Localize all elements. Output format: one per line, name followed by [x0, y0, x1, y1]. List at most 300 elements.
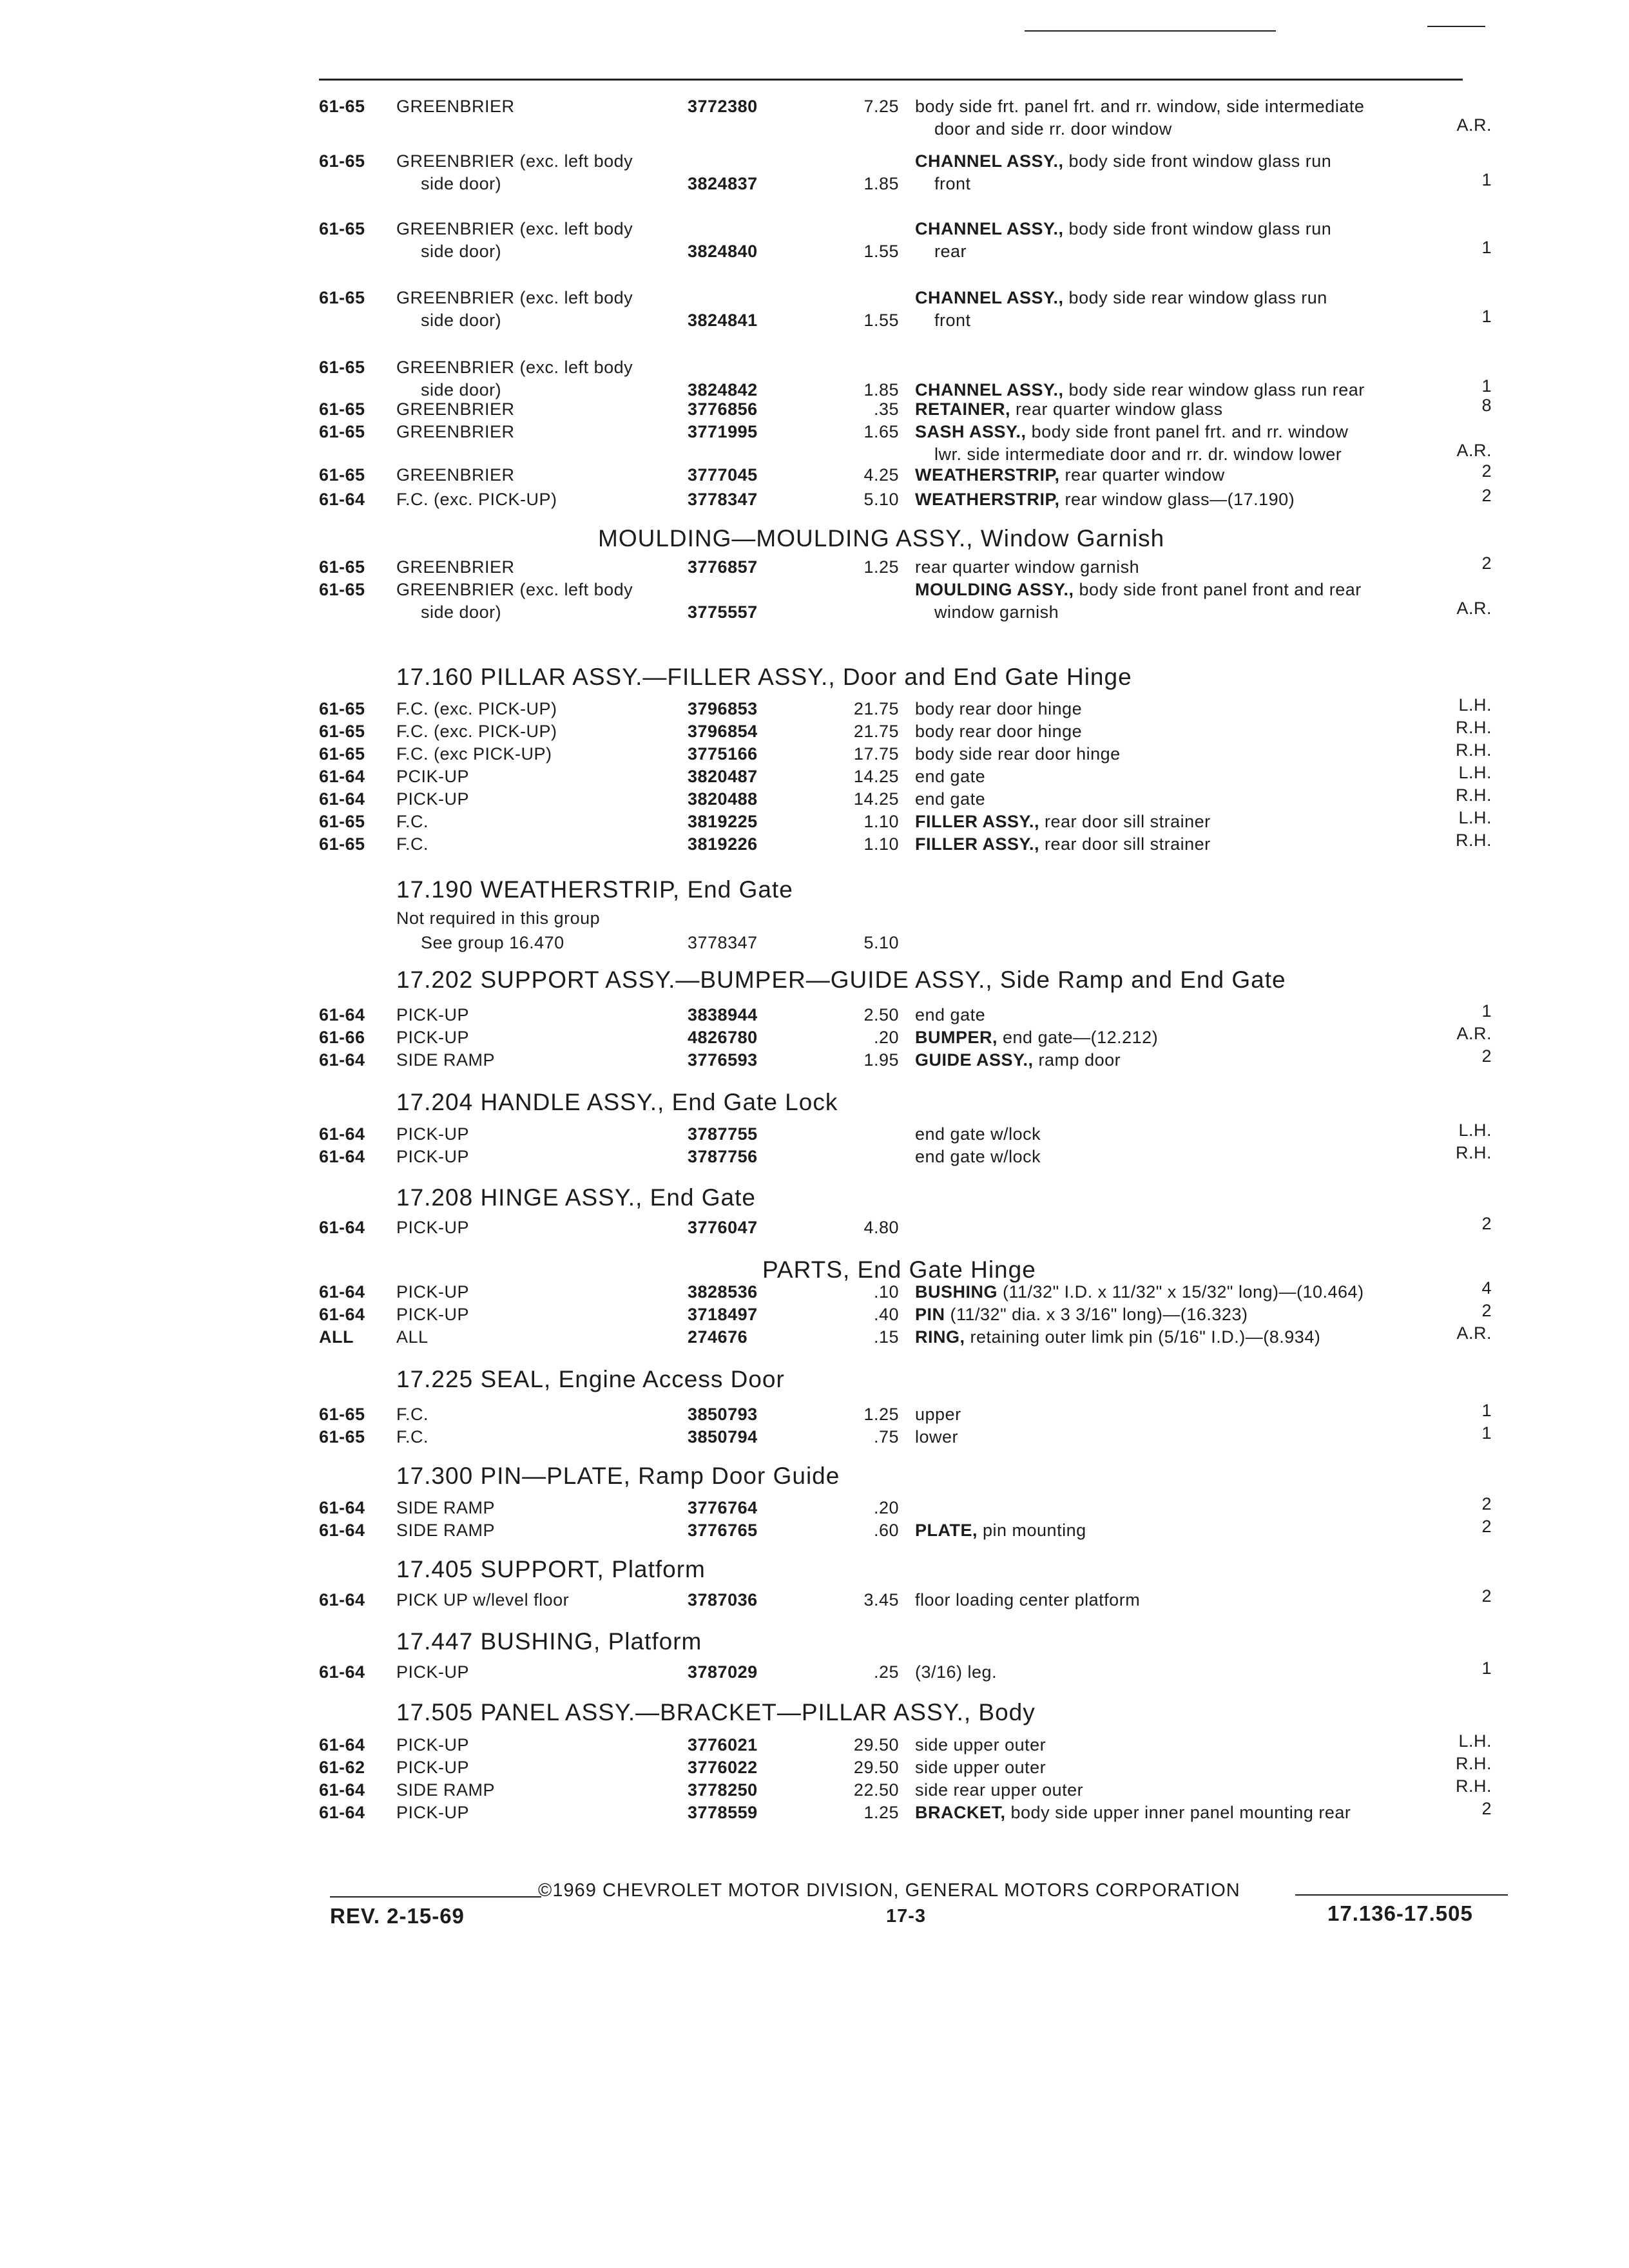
model-name: F.C. (exc PICK-UP): [396, 744, 552, 764]
item-detail: lower: [915, 1427, 959, 1446]
item-description: [915, 1758, 1046, 1778]
model-name: GREENBRIER (exc. left body: [396, 358, 633, 377]
item-detail: rear door sill strainer: [1039, 834, 1211, 854]
unit-price: 1.10: [863, 812, 899, 831]
part-number: 3787756: [688, 1147, 758, 1166]
model-year: 61-64: [319, 490, 365, 509]
item-detail: ramp door: [1033, 1050, 1121, 1070]
model-name: SIDE RAMP: [396, 1780, 496, 1800]
part-number: 3775557: [688, 602, 758, 622]
quantity: R.H.: [1456, 740, 1492, 760]
part-number: 3718497: [688, 1305, 758, 1324]
part-number: 3787036: [688, 1590, 758, 1610]
unit-price: 3.45: [863, 1590, 899, 1610]
model-year: 61-64: [319, 1218, 365, 1237]
part-number: 3778347: [688, 933, 758, 952]
item-detail: body side front window glass run: [1063, 219, 1332, 238]
item-description: [915, 1050, 1121, 1070]
model-name: PICK-UP: [396, 1147, 470, 1166]
model-name: GREENBRIER: [396, 422, 515, 441]
section-heading: 17.505 PANEL ASSY.—BRACKET—PILLAR ASSY., Body: [396, 1699, 1036, 1725]
unit-price: 22.50: [853, 1780, 899, 1800]
model-year: 61-65: [319, 1427, 365, 1446]
model-year: 61-64: [319, 1803, 365, 1822]
model-name: PICK-UP: [396, 1803, 470, 1822]
item-detail: end gate w/lock: [915, 1124, 1041, 1144]
unit-price: 21.75: [853, 722, 899, 741]
quantity: 1: [1481, 170, 1492, 189]
item-description-cont: door and side rr. door window: [934, 119, 1172, 139]
quantity: R.H.: [1456, 785, 1492, 805]
model-year: 61-62: [319, 1758, 365, 1777]
model-name: GREENBRIER (exc. left body: [396, 580, 633, 599]
quantity: L.H.: [1458, 808, 1492, 827]
model-name: F.C. (exc. PICK-UP): [396, 699, 557, 718]
unit-price: 1.55: [863, 242, 899, 261]
item-description: [915, 812, 1211, 832]
item-name: BUSHING: [915, 1282, 998, 1302]
item-description: [915, 834, 1211, 854]
table-row: [319, 422, 1505, 471]
model-name: F.C. (exc. PICK-UP): [396, 722, 557, 741]
item-detail: rear door sill strainer: [1039, 812, 1211, 831]
model-name: PICK-UP: [396, 1758, 470, 1777]
quantity: 2: [1481, 461, 1492, 481]
item-description: [915, 1124, 1041, 1144]
item-description: [915, 789, 985, 809]
model-name: side door): [421, 242, 502, 261]
item-name: WEATHERSTRIP,: [915, 490, 1060, 509]
part-number: 3776593: [688, 1050, 758, 1070]
part-number: 4826780: [688, 1028, 758, 1047]
quantity: R.H.: [1456, 1754, 1492, 1773]
item-description: [915, 1590, 1140, 1610]
part-number: 3820487: [688, 767, 758, 786]
model-year: 61-65: [319, 151, 365, 171]
item-description: [915, 465, 1225, 485]
item-detail: rear quarter window glass: [1010, 399, 1223, 419]
item-detail: side upper outer: [915, 1758, 1046, 1777]
quantity: 4: [1481, 1278, 1492, 1298]
item-description: [915, 744, 1121, 764]
unit-price: 1.25: [863, 1803, 899, 1822]
footer-rule-right: [1295, 1894, 1508, 1896]
quantity: R.H.: [1456, 718, 1492, 737]
model-year: 61-64: [319, 1050, 365, 1070]
model-name: GREENBRIER (exc. left body: [396, 219, 633, 238]
item-description-cont: front: [934, 311, 971, 330]
quantity: 2: [1481, 1494, 1492, 1514]
model-name: PICK-UP: [396, 1305, 470, 1324]
unit-price: 29.50: [853, 1735, 899, 1754]
model-name: PICK-UP: [396, 789, 470, 809]
item-description-cont: rear: [934, 242, 967, 261]
unit-price: .40: [873, 1305, 899, 1324]
quantity: 2: [1481, 486, 1492, 505]
item-description: [915, 97, 1364, 117]
quantity: 2: [1481, 1799, 1492, 1818]
part-number: 3796853: [688, 699, 758, 718]
quantity: 2: [1481, 1517, 1492, 1536]
model-name: PICK-UP: [396, 1028, 470, 1047]
model-year: 61-64: [319, 1124, 365, 1144]
quantity: 1: [1481, 1001, 1492, 1021]
section-heading: 17.225 SEAL, Engine Access Door: [396, 1366, 785, 1392]
unit-price: .10: [873, 1282, 899, 1302]
item-detail: pin mounting: [978, 1521, 1086, 1540]
model-year: 61-65: [319, 557, 365, 577]
unit-price: .15: [873, 1327, 899, 1347]
model-name: ALL: [396, 1327, 429, 1347]
item-detail: (11/32" dia. x 3 3/16" long)—(16.323): [945, 1305, 1248, 1324]
table-row: [319, 1799, 1505, 1852]
quantity: 1: [1481, 376, 1492, 396]
part-number: 3824837: [688, 174, 758, 193]
item-detail: body side front panel front and rear: [1074, 580, 1362, 599]
item-detail: body side front panel frt. and rr. window: [1026, 422, 1349, 441]
item-description: [915, 1282, 1364, 1302]
model-name: F.C.: [396, 834, 429, 854]
item-description: [915, 722, 1082, 742]
quantity: A.R.: [1456, 115, 1492, 135]
item-name: CHANNEL ASSY.,: [915, 219, 1064, 238]
item-detail: (11/32" I.D. x 11/32" x 15/32" long)—(10.464): [998, 1282, 1364, 1302]
unit-price: 21.75: [853, 699, 899, 718]
item-description-cont: front: [934, 174, 971, 193]
item-name: SASH ASSY.,: [915, 422, 1027, 441]
model-year: 61-64: [319, 1735, 365, 1754]
item-detail: end gate—(12.212): [998, 1028, 1159, 1047]
model-name: PICK-UP: [396, 1124, 470, 1144]
item-detail: (3/16) leg.: [915, 1662, 998, 1682]
part-number: 3820488: [688, 789, 758, 809]
quantity: 1: [1481, 307, 1492, 326]
quantity: A.R.: [1456, 599, 1492, 618]
item-detail: end gate: [915, 767, 986, 786]
item-description-cont: lwr. side intermediate door and rr. dr. window lower: [934, 445, 1342, 464]
item-name: WEATHERSTRIP,: [915, 465, 1060, 485]
quantity: 2: [1481, 1214, 1492, 1233]
item-detail: rear quarter window garnish: [915, 557, 1140, 577]
model-name: GREENBRIER: [396, 465, 515, 485]
model-name: GREENBRIER: [396, 557, 515, 577]
model-name: GREENBRIER: [396, 399, 515, 419]
item-detail: body side rear door hinge: [915, 744, 1121, 764]
model-name: PICK UP w/level floor: [396, 1590, 570, 1610]
section-heading: 17.300 PIN—PLATE, Ramp Door Guide: [396, 1463, 840, 1489]
part-number: 3776857: [688, 557, 758, 577]
item-name: PLATE,: [915, 1521, 978, 1540]
section-heading: 17.208 HINGE ASSY., End Gate: [396, 1184, 756, 1211]
model-year: 61-65: [319, 580, 365, 599]
model-name: GREENBRIER (exc. left body: [396, 151, 633, 171]
section-heading: 17.405 SUPPORT, Platform: [396, 1556, 706, 1582]
model-name: side door): [421, 311, 502, 330]
item-description: [915, 288, 1327, 308]
model-name: GREENBRIER (exc. left body: [396, 288, 633, 307]
item-name: BRACKET,: [915, 1803, 1006, 1822]
model-name: SIDE RAMP: [396, 1498, 496, 1517]
unit-price: 5.10: [863, 933, 899, 952]
model-year: 61-65: [319, 699, 365, 718]
item-detail: rear window glass—(17.190): [1059, 490, 1295, 509]
unit-price: 4.80: [863, 1218, 899, 1237]
part-number: 3775166: [688, 744, 758, 764]
unit-price: .60: [873, 1521, 899, 1540]
unit-price: 5.10: [863, 490, 899, 509]
quantity: 1: [1481, 238, 1492, 257]
part-number: 274676: [688, 1327, 748, 1347]
item-description: [915, 557, 1139, 577]
revision-date: REV. 2-15-69: [330, 1904, 465, 1928]
model-name: PICK-UP: [396, 1735, 470, 1754]
item-detail: body side rear window glass run: [1063, 288, 1327, 307]
quantity: 1: [1481, 1423, 1492, 1443]
section-heading: MOULDING—MOULDING ASSY., Window Garnish: [598, 525, 1165, 552]
item-detail: body rear door hinge: [915, 722, 1083, 741]
part-number: 3772380: [688, 97, 758, 116]
unit-price: 2.50: [863, 1005, 899, 1024]
quantity: R.H.: [1456, 1143, 1492, 1162]
item-description: [915, 151, 1331, 171]
quantity: 2: [1481, 553, 1492, 573]
item-name: BUMPER,: [915, 1028, 998, 1047]
item-detail: rear quarter window: [1059, 465, 1225, 485]
unit-price: 1.65: [863, 422, 899, 441]
item-detail: floor loading center platform: [915, 1590, 1141, 1610]
item-name: PIN: [915, 1305, 945, 1324]
section-heading: 17.447 BUSHING, Platform: [396, 1628, 702, 1655]
item-name: FILLER ASSY.,: [915, 812, 1040, 831]
unit-price: 1.55: [863, 311, 899, 330]
model-name: See group 16.470: [421, 933, 564, 952]
section-note: Not required in this group: [396, 908, 601, 928]
model-year: ALL: [319, 1327, 354, 1347]
part-number: 3776021: [688, 1735, 758, 1754]
model-year: 61-65: [319, 358, 365, 377]
model-year: 61-65: [319, 97, 365, 116]
item-description: [915, 399, 1223, 419]
quantity: 2: [1481, 1046, 1492, 1066]
unit-price: 7.25: [863, 97, 899, 116]
model-year: 61-65: [319, 422, 365, 441]
model-name: PICK-UP: [396, 1005, 470, 1024]
unit-price: .20: [873, 1498, 899, 1517]
model-year: 61-64: [319, 1498, 365, 1517]
model-year: 61-66: [319, 1028, 365, 1047]
model-name: GREENBRIER: [396, 97, 515, 116]
unit-price: 14.25: [853, 767, 899, 786]
item-name: RING,: [915, 1327, 965, 1347]
model-name: PICK-UP: [396, 1218, 470, 1237]
item-detail: body side rear window glass run rear: [1063, 380, 1365, 399]
unit-price: 1.95: [863, 1050, 899, 1070]
quantity: L.H.: [1458, 695, 1492, 715]
model-year: 61-65: [319, 744, 365, 764]
item-description: [915, 490, 1295, 510]
part-number: 3776047: [688, 1218, 758, 1237]
item-name: GUIDE ASSY.,: [915, 1050, 1034, 1070]
item-name: MOULDING ASSY.,: [915, 580, 1074, 599]
item-description: [915, 1005, 985, 1025]
part-number: 3776765: [688, 1521, 758, 1540]
model-name: PICK-UP: [396, 1662, 470, 1682]
item-description: [915, 380, 1365, 400]
part-number: 3819226: [688, 834, 758, 854]
quantity: L.H.: [1458, 1731, 1492, 1751]
copyright-line: ©1969 CHEVROLET MOTOR DIVISION, GENERAL MOTORS CORPORATION: [538, 1880, 1240, 1901]
model-year: 61-64: [319, 1305, 365, 1324]
item-name: CHANNEL ASSY.,: [915, 288, 1064, 307]
part-number: 3778559: [688, 1803, 758, 1822]
section-heading: 17.190 WEATHERSTRIP, End Gate: [396, 876, 793, 903]
model-name: side door): [421, 380, 502, 399]
part-number: 3787029: [688, 1662, 758, 1682]
unit-price: .35: [873, 399, 899, 419]
item-description: [915, 1147, 1041, 1167]
part-number: 3824841: [688, 311, 758, 330]
model-year: 61-65: [319, 1405, 365, 1424]
unit-price: 14.25: [853, 789, 899, 809]
item-description: [915, 1028, 1158, 1048]
model-year: 61-65: [319, 219, 365, 238]
item-description: [915, 1521, 1086, 1541]
item-description: [915, 1427, 958, 1447]
part-number: 3824842: [688, 380, 758, 399]
quantity: 2: [1481, 1301, 1492, 1320]
item-description: [915, 1735, 1046, 1755]
item-name: RETAINER,: [915, 399, 1011, 419]
table-row: [319, 288, 1505, 337]
model-name: F.C.: [396, 1427, 429, 1446]
item-description: [915, 1327, 1320, 1347]
section-heading: 17.202 SUPPORT ASSY.—BUMPER—GUIDE ASSY., Side Ramp and End Gate: [396, 966, 1286, 993]
model-name: SIDE RAMP: [396, 1050, 496, 1070]
part-number: 3778250: [688, 1780, 758, 1800]
unit-price: 4.25: [863, 465, 899, 485]
item-detail: end gate w/lock: [915, 1147, 1041, 1166]
item-detail: body side front window glass run: [1063, 151, 1332, 171]
model-name: side door): [421, 602, 502, 622]
quantity: A.R.: [1456, 1323, 1492, 1343]
item-detail: body side upper inner panel mounting rear: [1005, 1803, 1351, 1822]
part-number: 3796854: [688, 722, 758, 741]
item-name: CHANNEL ASSY.,: [915, 380, 1064, 399]
quantity: 1: [1481, 1401, 1492, 1420]
model-year: 61-65: [319, 399, 365, 419]
model-name: PCIK-UP: [396, 767, 470, 786]
item-detail: end gate: [915, 789, 986, 809]
quantity: R.H.: [1456, 1776, 1492, 1796]
item-detail: body side frt. panel frt. and rr. window, side intermediate: [915, 97, 1365, 116]
item-detail: end gate: [915, 1005, 986, 1024]
section-heading: PARTS, End Gate Hinge: [762, 1256, 1036, 1283]
part-number: 3850794: [688, 1427, 758, 1446]
item-description: [915, 699, 1082, 719]
model-year: 61-64: [319, 1005, 365, 1024]
item-detail: upper: [915, 1405, 961, 1424]
footer-rule-left: [330, 1896, 541, 1898]
model-name: F.C. (exc. PICK-UP): [396, 490, 557, 509]
part-number: 3824840: [688, 242, 758, 261]
model-year: 61-64: [319, 1780, 365, 1800]
part-number: 3771995: [688, 422, 758, 441]
item-description: [915, 422, 1348, 442]
part-number: 3776022: [688, 1758, 758, 1777]
page-number: 17-3: [886, 1906, 927, 1927]
item-detail: retaining outer limk pin (5/16" I.D.)—(8.934): [965, 1327, 1321, 1347]
unit-price: 1.85: [863, 380, 899, 399]
part-number: 3828536: [688, 1282, 758, 1302]
quantity: L.H.: [1458, 1120, 1492, 1140]
quantity: 1: [1481, 1658, 1492, 1678]
model-year: 61-64: [319, 1662, 365, 1682]
item-detail: side rear upper outer: [915, 1780, 1084, 1800]
section-heading: 17.204 HANDLE ASSY., End Gate Lock: [396, 1089, 838, 1115]
table-row: [319, 580, 1505, 629]
unit-price: .75: [873, 1427, 899, 1446]
part-number: 3838944: [688, 1005, 758, 1024]
unit-price: 17.75: [853, 744, 899, 764]
unit-price: 1.85: [863, 174, 899, 193]
item-description: [915, 767, 985, 787]
item-name: FILLER ASSY.,: [915, 834, 1040, 854]
quantity: A.R.: [1456, 1024, 1492, 1043]
quantity: L.H.: [1458, 763, 1492, 782]
model-name: side door): [421, 174, 502, 193]
item-name: CHANNEL ASSY.,: [915, 151, 1064, 171]
quantity: 2: [1481, 1586, 1492, 1606]
model-year: 61-64: [319, 1590, 365, 1610]
item-description: [915, 1803, 1351, 1823]
item-description: [915, 1405, 961, 1425]
model-year: 61-65: [319, 288, 365, 307]
part-number: 3776764: [688, 1498, 758, 1517]
model-name: F.C.: [396, 812, 429, 831]
table-row: [319, 97, 1505, 146]
section-heading: 17.160 PILLAR ASSY.—FILLER ASSY., Door and End Gate Hinge: [396, 664, 1132, 690]
model-name: SIDE RAMP: [396, 1521, 496, 1540]
table-row: [319, 219, 1505, 268]
model-name: PICK-UP: [396, 1282, 470, 1302]
model-year: 61-65: [319, 722, 365, 741]
item-description: [915, 1662, 997, 1682]
model-year: 61-64: [319, 767, 365, 786]
model-year: 61-64: [319, 789, 365, 809]
unit-price: .20: [873, 1028, 899, 1047]
part-number: 3787755: [688, 1124, 758, 1144]
part-number: 3778347: [688, 490, 758, 509]
unit-price: 29.50: [853, 1758, 899, 1777]
part-number: 3776856: [688, 399, 758, 419]
item-description: [915, 219, 1331, 239]
model-year: 61-64: [319, 1282, 365, 1302]
item-description: [915, 1305, 1248, 1325]
quantity: 8: [1481, 396, 1492, 415]
top-short-rule-left: [1025, 30, 1276, 32]
item-description: [915, 580, 1362, 600]
unit-price: .25: [873, 1662, 899, 1682]
quantity: A.R.: [1456, 441, 1492, 460]
top-short-rule-right: [1427, 26, 1485, 27]
model-year: 61-64: [319, 1521, 365, 1540]
unit-price: 1.25: [863, 1405, 899, 1424]
model-year: 61-65: [319, 812, 365, 831]
unit-price: 1.10: [863, 834, 899, 854]
group-range: 17.136-17.505: [1327, 1901, 1473, 1925]
part-number: 3819225: [688, 812, 758, 831]
part-number: 3777045: [688, 465, 758, 485]
